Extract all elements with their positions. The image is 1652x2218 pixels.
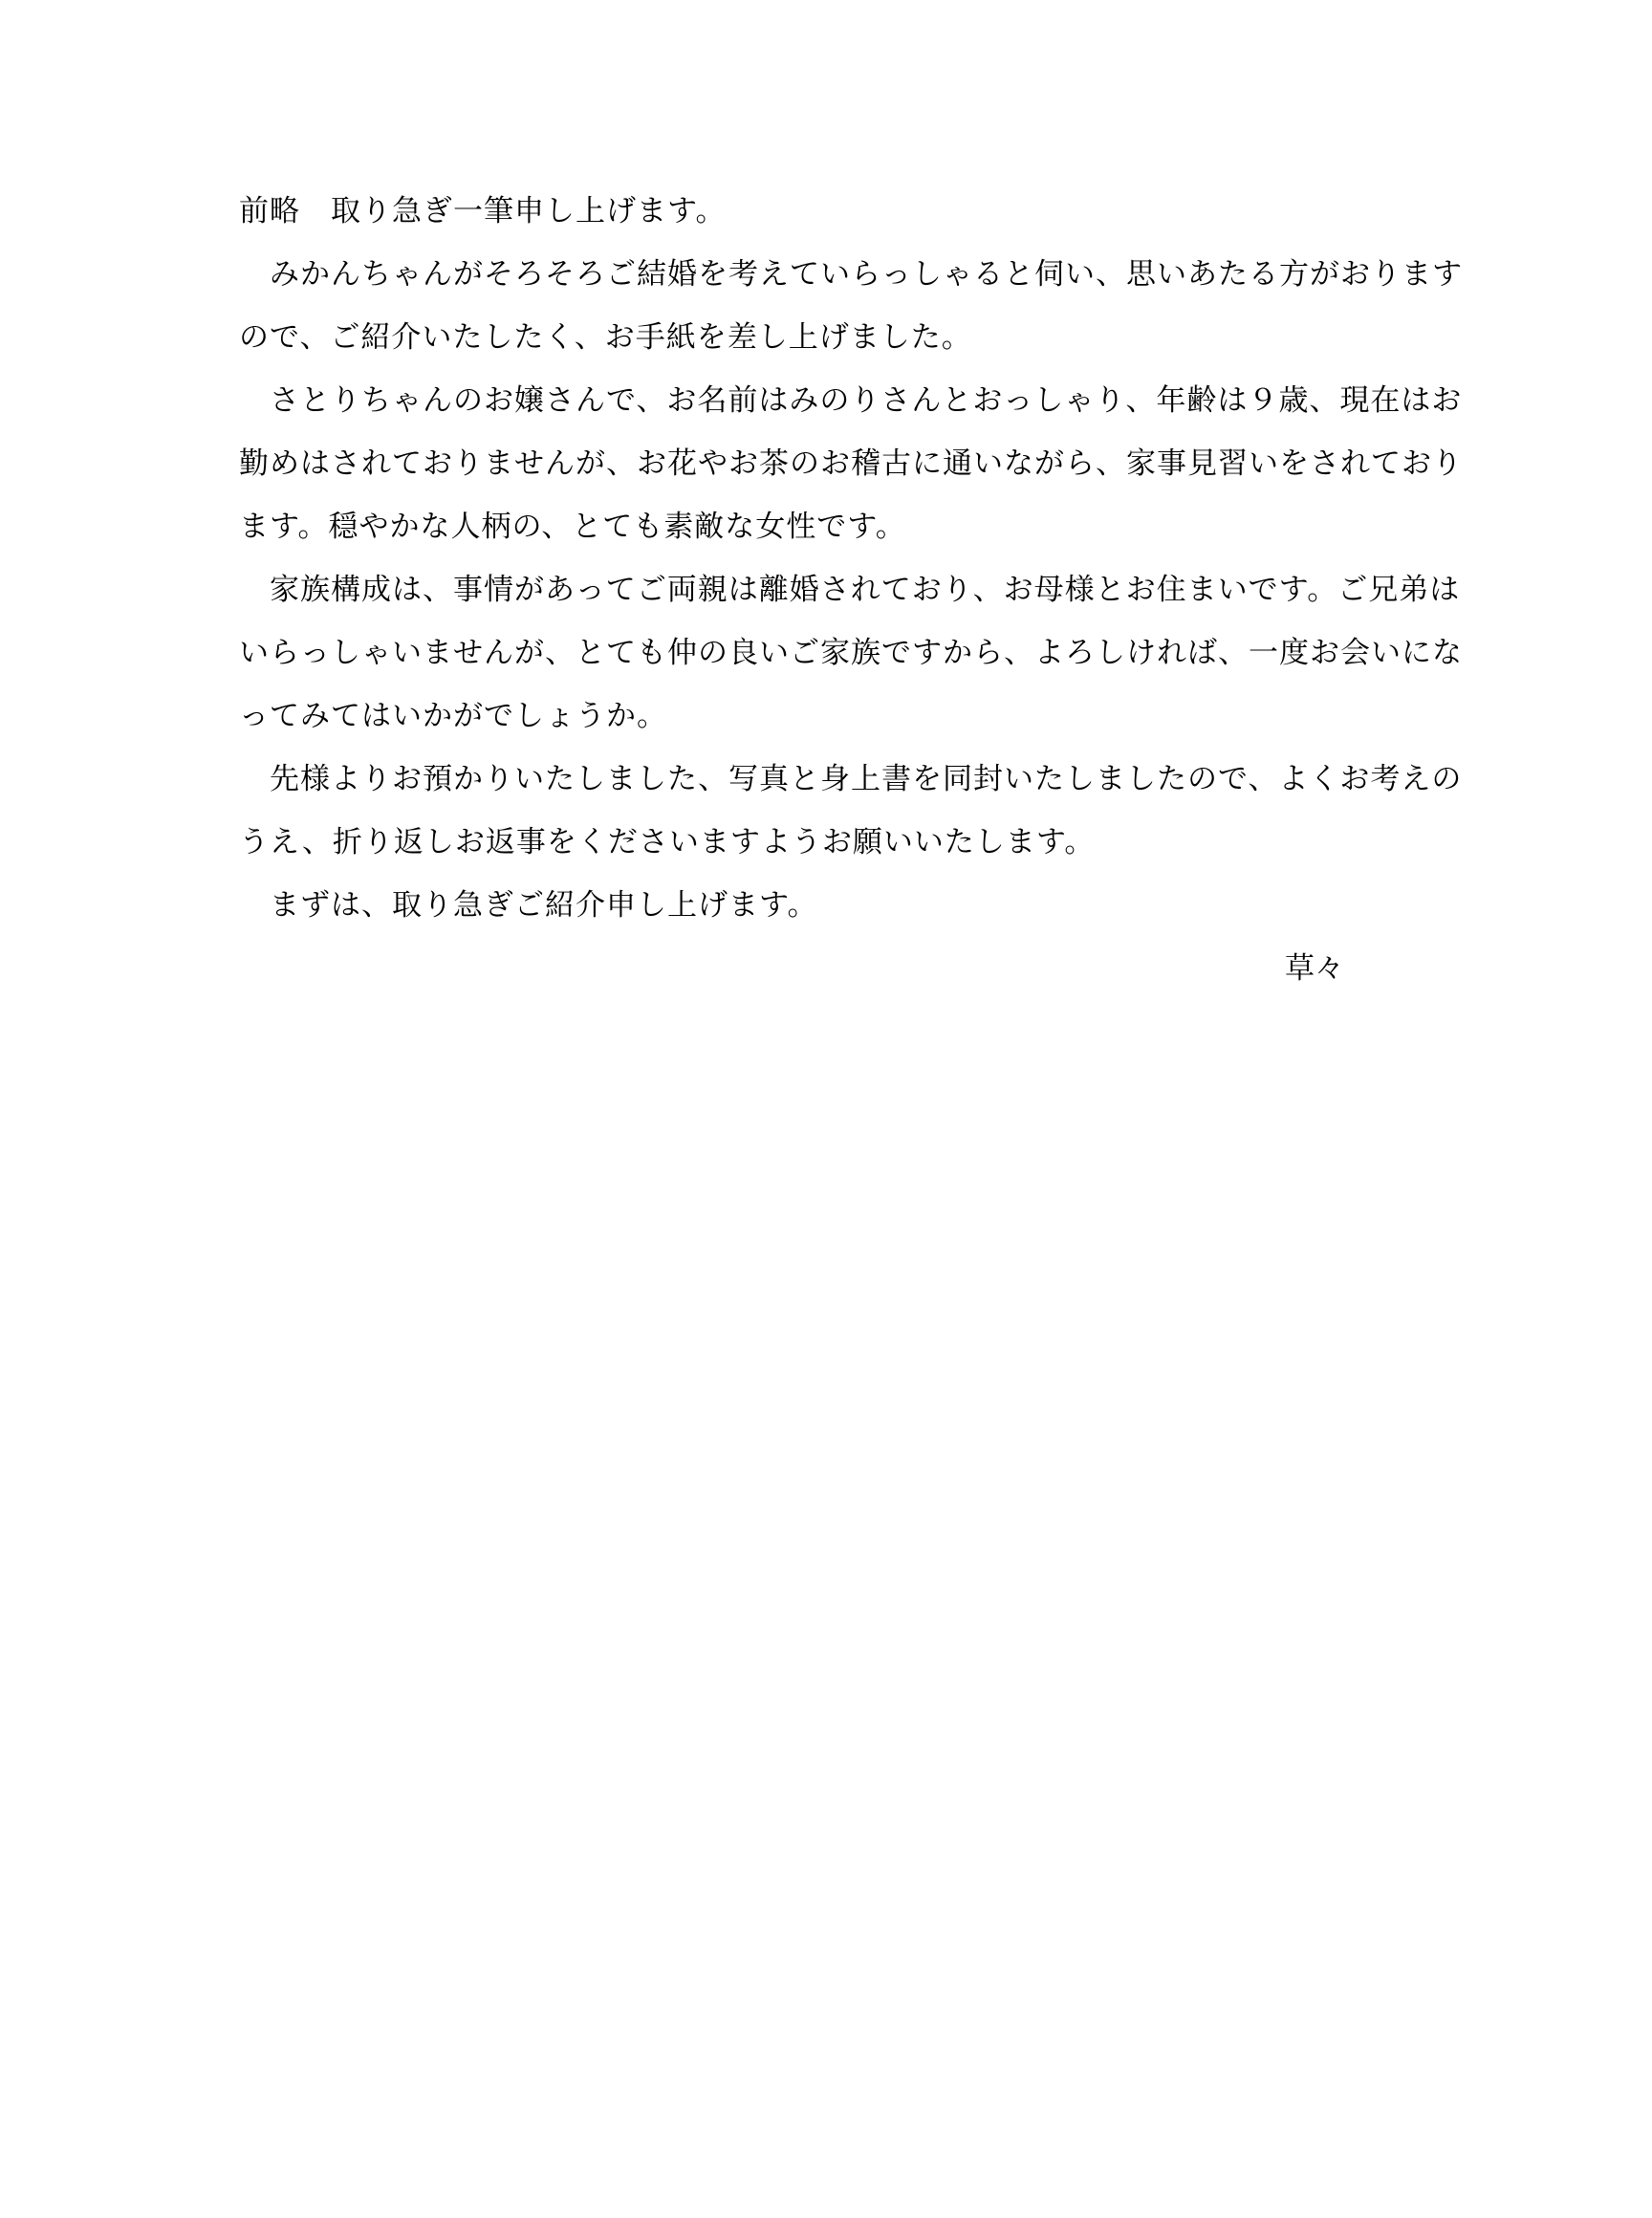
letter-line: 前略 取り急ぎ一筆申し上げます。 — [239, 194, 727, 228]
letter-line: ます。穏やかな人柄の、とても素敵な女性です。 — [239, 510, 906, 544]
letter-line: ってみてはいかがでしょうか。 — [239, 699, 667, 733]
letter-line: 先様よりお預かりいたしました、写真と身上書を同封いたしましたので、よくお考えの — [239, 762, 1463, 796]
letter-closing: 草々 — [1285, 951, 1344, 986]
letter-line: 家族構成は、事情があってご両親は離婚されており、お母様とお住まいです。ご兄弟は — [239, 573, 1461, 607]
letter-line: みかんちゃんがそろそろご結婚を考えていらっしゃると伺い、思いあたる方がおります — [239, 257, 1463, 292]
letter-body — [239, 180, 1463, 937]
letter-line: まずは、取り急ぎご紹介申し上げます。 — [239, 888, 818, 923]
letter-line: うえ、折り返しお返事をくださいますようお願いいたします。 — [239, 825, 1096, 859]
letter-line: さとりちゃんのお嬢さんで、お名前はみのりさんとおっしゃり、年齢は９歳、現在はお — [239, 383, 1463, 418]
letter-line: いらっしゃいませんが、とても仲の良いご家族ですから、よろしければ、一度お会いにな — [239, 636, 1463, 670]
letter-line: 勤めはされておりませんが、お花やお茶のお稽古に通いながら、家事見習いをされており — [239, 446, 1463, 481]
letter-line: ので、ご紹介いたしたく、お手紙を差し上げました。 — [239, 320, 972, 355]
